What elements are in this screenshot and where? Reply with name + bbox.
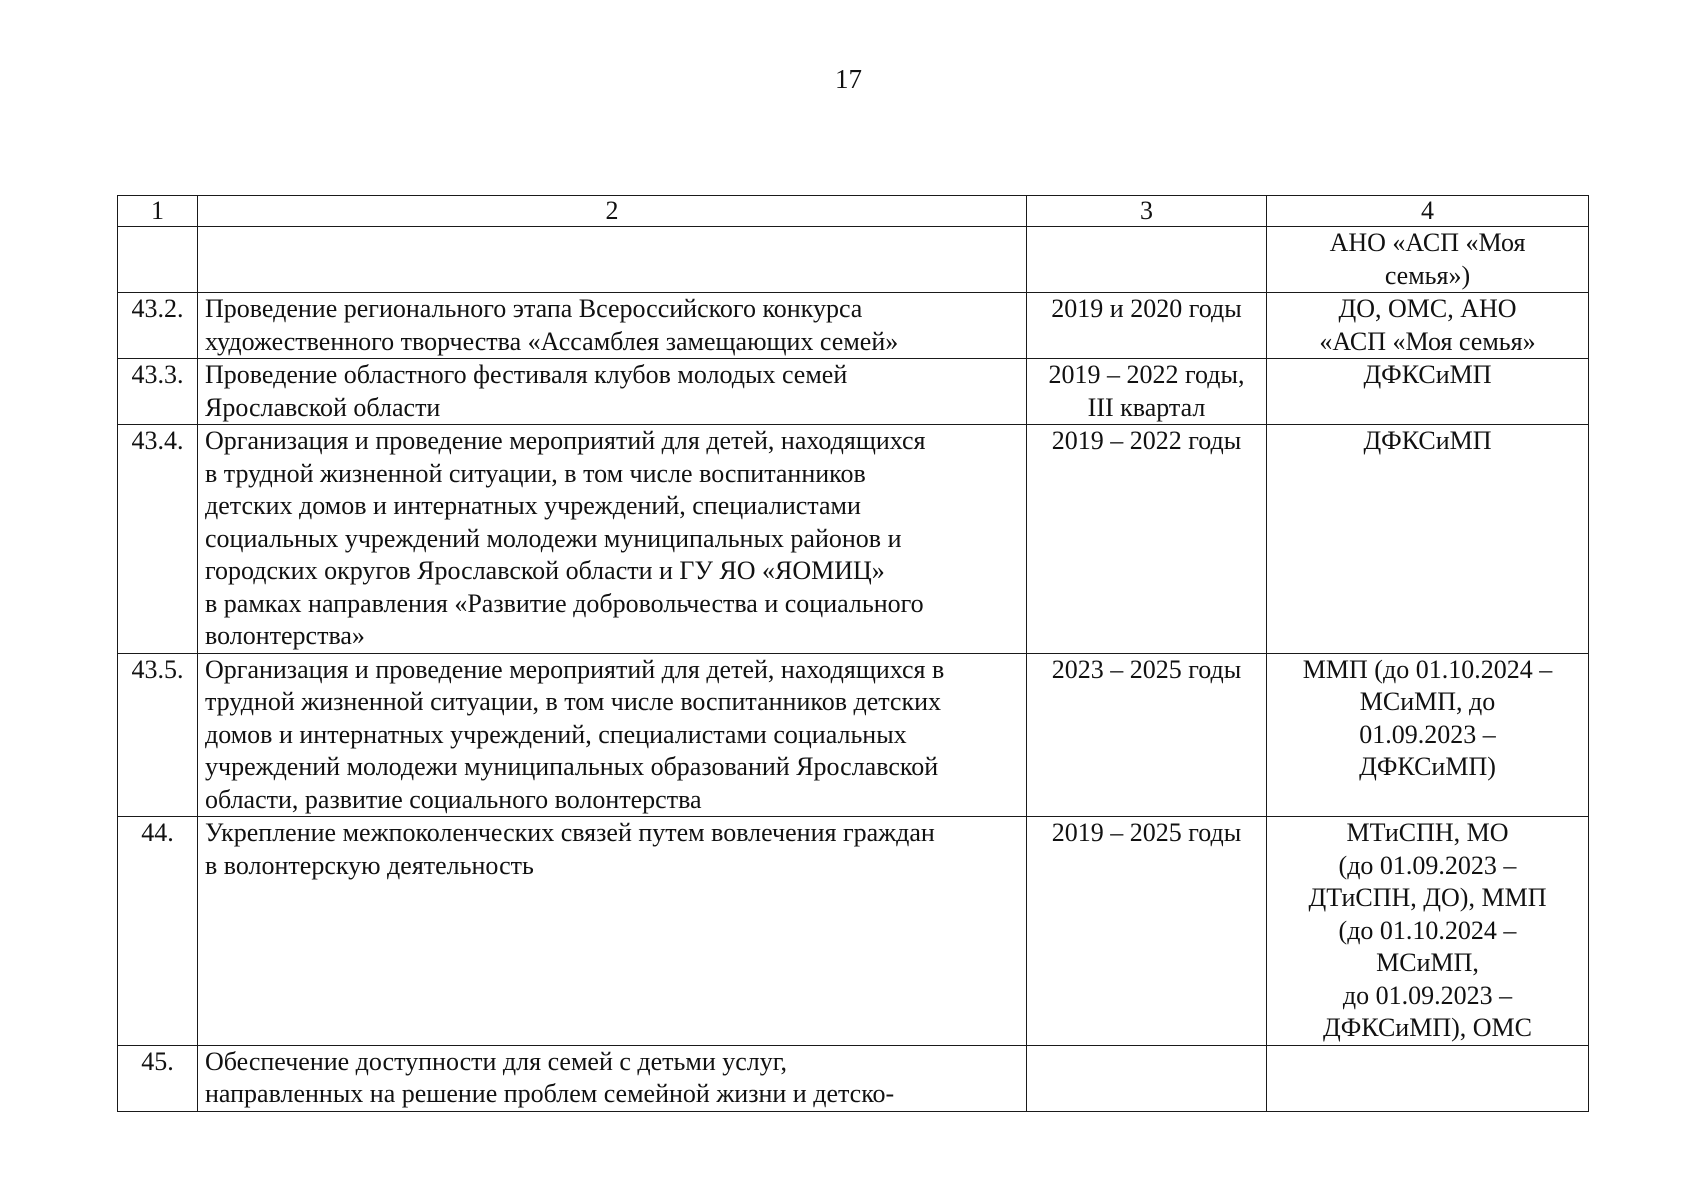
header-cell-responsible: 4 — [1267, 196, 1589, 227]
measure-line: социальных учреждений молодежи муниципальных районов и — [205, 523, 902, 553]
period-cell — [1027, 227, 1267, 293]
period-cell — [1027, 817, 1267, 1046]
responsible-line: до 01.09.2023 – — [1342, 980, 1513, 1010]
responsible-line: АНО «АСП «Моя — [1329, 228, 1526, 257]
table-row — [118, 1045, 1589, 1111]
measure-line: Обеспечение доступности для семей с детьми услуг, — [205, 1046, 788, 1076]
responsible-line: ДФКСиМП — [1363, 360, 1492, 389]
header-cell-period: 3 — [1027, 196, 1267, 227]
responsible-line: (до 01.10.2024 – — [1338, 915, 1517, 945]
measure-line: области, развитие социального волонтерства — [205, 784, 702, 814]
period-line: III квартал — [1087, 392, 1206, 422]
row-number-cell: 43.2. — [118, 293, 198, 359]
measure-line: городских округов Ярославской области и ГУ ЯО «ЯОМИЦ» — [205, 556, 885, 585]
header-cell-number: 1 — [118, 196, 198, 227]
responsible-line: ДФКСиМП) — [1359, 752, 1496, 781]
period-cell — [1027, 425, 1267, 654]
responsible-line: семья») — [1384, 260, 1471, 290]
table-row — [118, 425, 1589, 654]
measure-line: Организация и проведение мероприятий для детей, находящихся в — [205, 654, 945, 684]
measure-cell — [198, 817, 1027, 1046]
responsible-line: МСиМП, — [1376, 948, 1479, 977]
responsible-line: (до 01.09.2023 – — [1338, 850, 1517, 880]
measure-line: в волонтерскую деятельность — [205, 850, 534, 880]
responsible-line: ДТиСПН, ДО), ММП — [1308, 883, 1547, 912]
period-line: 2019 и 2020 годы — [1051, 294, 1242, 323]
period-line: 2019 – 2022 годы, — [1048, 360, 1245, 389]
measure-cell — [198, 653, 1027, 817]
table-header-row — [118, 196, 1589, 227]
responsible-cell — [1267, 425, 1589, 654]
row-number-cell: 44. — [118, 817, 198, 1046]
responsible-cell — [1267, 817, 1589, 1046]
measure-line: волонтерства» — [205, 621, 365, 650]
measure-line: в рамках направления «Развитие добровольчества и социального — [205, 588, 924, 618]
period-line: 2019 – 2025 годы — [1051, 818, 1242, 847]
period-cell — [1027, 653, 1267, 817]
measure-line: Ярославской области — [205, 392, 441, 422]
responsible-line: «АСП «Моя семья» — [1319, 326, 1536, 356]
row-number-cell: 43.5. — [118, 653, 198, 817]
table-body — [118, 196, 1589, 1112]
table-row — [118, 653, 1589, 817]
measure-line: в трудной жизненной ситуации, в том числе воспитанников — [205, 458, 866, 488]
measure-line: Организация и проведение мероприятий для детей, находящихся — [205, 426, 926, 455]
measure-line: художественного творчества «Ассамблея замещающих семей» — [205, 326, 899, 356]
period-cell — [1027, 1045, 1267, 1111]
row-number-cell: 43.4. — [118, 425, 198, 654]
period-cell — [1027, 359, 1267, 425]
measure-cell — [198, 359, 1027, 425]
responsible-cell — [1267, 227, 1589, 293]
measure-line: детских домов и интернатных учреждений, специалистами — [205, 491, 861, 520]
responsible-line: ДФКСиМП — [1363, 426, 1492, 455]
period-line: 2023 – 2025 годы — [1051, 654, 1242, 684]
measure-cell — [198, 293, 1027, 359]
measure-cell — [198, 1045, 1027, 1111]
measure-line: Проведение регионального этапа Всероссийского конкурса — [205, 294, 863, 323]
table-row — [118, 227, 1589, 293]
responsible-line: ДО, ОМС, АНО — [1338, 294, 1517, 323]
responsible-line: ДФКСиМП), ОМС — [1322, 1013, 1532, 1042]
responsible-cell — [1267, 1045, 1589, 1111]
page-number: 17 — [835, 64, 862, 94]
responsible-line: ММП (до 01.10.2024 – — [1302, 654, 1553, 684]
period-cell — [1027, 293, 1267, 359]
measure-line: учреждений молодежи муниципальных образований Ярославской — [205, 752, 939, 781]
responsible-line: МСиМП, до — [1359, 687, 1496, 716]
responsible-cell — [1267, 653, 1589, 817]
measures-table — [117, 195, 1589, 1112]
measure-line: трудной жизненной ситуации, в том числе воспитанников детских — [205, 687, 942, 716]
measure-cell — [198, 425, 1027, 654]
responsible-cell — [1267, 293, 1589, 359]
measure-line: Укрепление межпоколенческих связей путем вовлечения граждан — [205, 818, 935, 847]
row-number-cell: 43.3. — [118, 359, 198, 425]
table-row — [118, 293, 1589, 359]
responsible-line: 01.09.2023 – — [1359, 719, 1496, 749]
row-number-cell: 45. — [118, 1045, 198, 1111]
measure-line: домов и интернатных учреждений, специалистами социальных — [205, 719, 907, 749]
row-number-cell — [118, 227, 198, 293]
header-cell-measure: 2 — [198, 196, 1027, 227]
table-row — [118, 817, 1589, 1046]
measure-line: направленных на решение проблем семейной жизни и детско- — [205, 1079, 895, 1108]
table-row — [118, 359, 1589, 425]
period-line: 2019 – 2022 годы — [1051, 426, 1242, 455]
measure-line: Проведение областного фестиваля клубов молодых семей — [205, 360, 848, 389]
measure-cell — [198, 227, 1027, 293]
responsible-line: МТиСПН, МО — [1346, 818, 1509, 847]
responsible-cell — [1267, 359, 1589, 425]
